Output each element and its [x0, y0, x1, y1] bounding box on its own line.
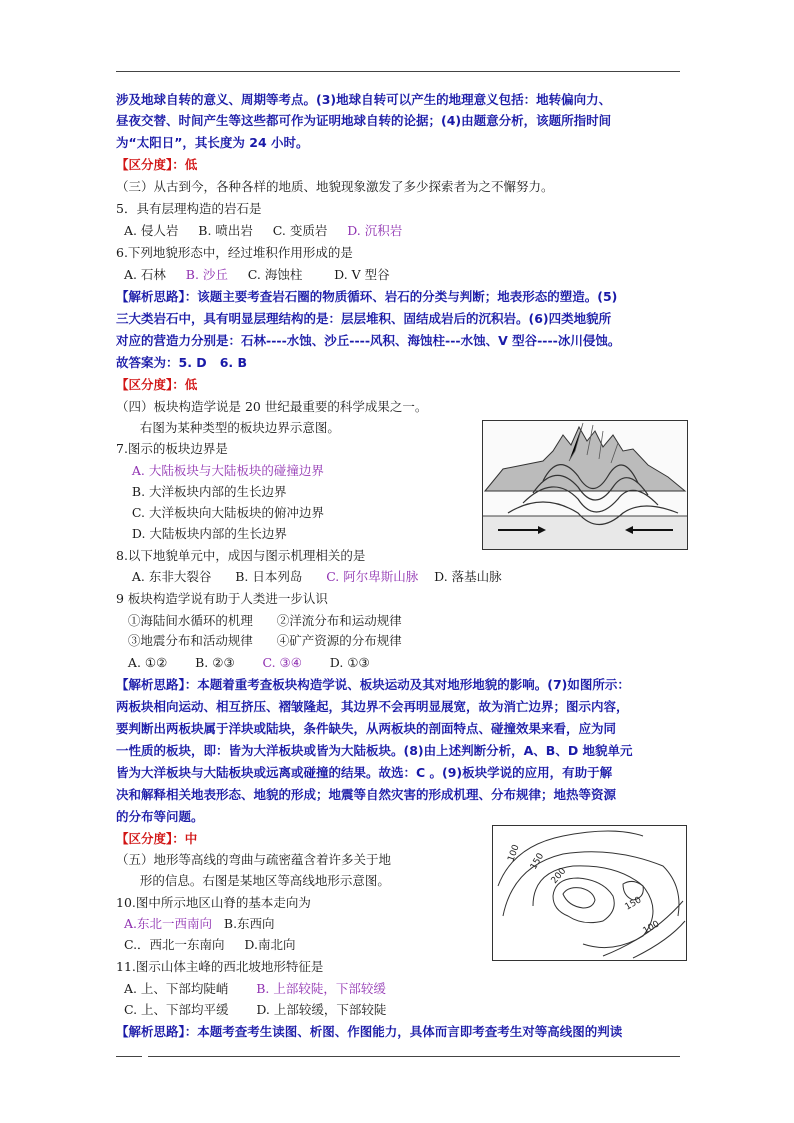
question-text: （三）从古到今，各种各样的地质、地貌现象激发了多少探索者为之不懈努力。: [116, 179, 554, 194]
question-text: D. 落基山脉: [418, 569, 502, 584]
text-line: [116, 589, 328, 609]
analysis-text: 涉及地球自转的意义、周期等考点。(3)地球自转可以产生的地理意义包括：地转偏向力、: [116, 92, 612, 107]
question-text: A. 石林: [116, 267, 186, 282]
question-text: （四）板块构造学说是 20 世纪最重要的科学成果之一。: [116, 399, 428, 414]
question-text: 形的信息。右图是某地区等高线地形示意图。: [116, 873, 390, 888]
question-text: 5．具有层理构造的岩石是: [116, 201, 262, 216]
text-line: [116, 265, 390, 285]
question-text: 6.下列地貌形态中，经过堆积作用形成的是: [116, 245, 353, 260]
text-line: [116, 177, 554, 197]
question-text: [116, 916, 124, 931]
question-text: C. 上、下部均平缓 D. 上部较缓，下部较陡: [116, 1002, 387, 1017]
text-line: [116, 631, 402, 651]
text-line: [116, 893, 311, 913]
answer-option: D. 沉积岩: [347, 223, 403, 238]
text-line: [116, 829, 197, 849]
footer-rule-short: [116, 1056, 142, 1057]
text-line: [116, 439, 228, 459]
question-text: 8.以下地貌单元中，成因与图示机理相关的是: [116, 548, 366, 563]
text-line: [116, 221, 402, 241]
analysis-text: 【解析思路】：本题考查考生读图、析图、作图能力，具体而言即考查考生对等高线图的判读: [116, 1024, 623, 1039]
text-line: [116, 287, 617, 307]
question-text: C. 大洋板块向大陆板块的俯冲边界: [116, 505, 324, 520]
text-line: [116, 1022, 622, 1042]
text-line: [116, 719, 616, 739]
question-text: ③地震分布和活动规律 ④矿产资源的分布规律: [116, 633, 402, 648]
contour-label: 150: [623, 895, 644, 913]
plate-boundary-figure: [482, 420, 688, 550]
text-line: [116, 90, 611, 110]
question-text: A. 上、下部均陡峭: [116, 981, 257, 996]
text-line: [116, 418, 340, 438]
text-line: [116, 763, 612, 783]
text-line: [116, 353, 247, 373]
question-text: 9 板块构造学说有助于人类进一步认识: [116, 591, 328, 606]
answer-option: B. 沙丘: [185, 267, 228, 282]
question-text: 7.图示的板块边界是: [116, 441, 228, 456]
text-line: [116, 503, 324, 523]
analysis-text: 决和解释相关地表形态、地貌的形成；地震等自然灾害的形成机理、分布规律；地热等资源: [116, 787, 617, 802]
text-line: [116, 155, 197, 175]
answer-option: B. 上部较陡，下部较缓: [256, 981, 386, 996]
difficulty-label: 【区分度】：低: [116, 377, 198, 392]
text-line: [116, 957, 323, 977]
question-text: D. ①③: [301, 655, 370, 670]
text-line: [116, 461, 324, 481]
question-text: D. 大陆板块内部的生长边界: [116, 526, 287, 541]
text-line: [116, 979, 386, 999]
text-line: [116, 697, 629, 717]
text-line: [116, 850, 391, 870]
contour-label: 200: [549, 866, 569, 886]
analysis-text: 三大类岩石中，具有明显层理结构的是：层层堆积、固结成岩后的沉积岩。(6)四类地貌所: [116, 311, 612, 326]
question-text: ①海陆间水循环的机理 ②洋流分布和运动规律: [116, 613, 402, 628]
text-line: [116, 871, 390, 891]
text-line: [116, 807, 204, 827]
question-text: B.东西向: [211, 916, 275, 931]
header-rule: [116, 71, 680, 72]
analysis-text: 【解析思路】：该题主要考查岩石圈的物质循环、岩石的分类与判断；地表形态的塑造。(5): [116, 289, 618, 304]
question-text: A. 侵人岩 B. 喷出岩 C. 变质岩: [116, 223, 348, 238]
analysis-text: 皆为大洋板块与大陆板块或远离或碰撞的结果。故选：C 。(9)板块学说的应用，有助于解: [116, 765, 613, 780]
contour-label: 100: [506, 843, 522, 864]
text-line: [116, 675, 630, 695]
text-line: [116, 1000, 386, 1020]
text-line: [116, 375, 197, 395]
text-line: [116, 331, 620, 351]
question-text: C.．西北一东南向 D.南北向: [116, 937, 296, 952]
analysis-text: 的分布等问题。: [116, 809, 204, 824]
answer-option: A.东北一西南向: [123, 916, 212, 931]
question-text: C. 海蚀柱 D. V 型谷: [227, 267, 390, 282]
text-line: [116, 111, 611, 131]
text-line: [116, 914, 275, 934]
text-line: [116, 397, 427, 417]
text-line: [116, 199, 261, 219]
answer-option: A. 大陆板块与大陆板块的碰撞边界: [116, 463, 324, 478]
text-line: [116, 935, 295, 955]
analysis-text: 【解析思路】：本题着重考查板块构造学说、板块运动及其对地形地貌的影响。(7)如图所示：: [116, 677, 630, 692]
answer-option: C. 阿尔卑斯山脉: [326, 569, 419, 584]
analysis-text: 两板块相向运动、相互挤压、褶皱隆起，其边界不会再明显展宽，故为消亡边界；图示内容，: [116, 699, 629, 714]
text-line: [116, 482, 287, 502]
question-text: 11.图示山体主峰的西北坡地形特征是: [116, 959, 324, 974]
plate-boundary-diagram: [483, 421, 687, 549]
text-line: [116, 133, 309, 153]
answer-option: C. ③④: [262, 655, 302, 670]
text-line: [116, 741, 633, 761]
contour-map: [493, 826, 686, 960]
contour-label: 150: [528, 851, 547, 872]
difficulty-label: 【区分度】：低: [116, 157, 198, 172]
difficulty-label: 【区分度】：中: [116, 831, 198, 846]
question-text: A. 东非大裂谷 B. 日本列岛: [116, 569, 327, 584]
footer-rule: [148, 1056, 680, 1057]
contour-label: 100: [641, 919, 662, 937]
analysis-text: 为“太阳日”，其长度为 24 小时。: [116, 135, 309, 150]
text-line: [116, 653, 370, 673]
text-line: [116, 785, 616, 805]
analysis-text: 昼夜交替、时间产生等这些都可作为证明地球自转的论据；(4)由题意分析，该题所指时间: [116, 113, 612, 128]
question-text: 10.图中所示地区山脊的基本走向为: [116, 895, 311, 910]
question-text: A. ①② B. ②③: [116, 655, 263, 670]
analysis-text: 一性质的板块，即：皆为大洋板块或皆为大陆板块。(8)由上述判断分析，A、B、D 地貌单元: [116, 743, 633, 758]
analysis-text: 要判断出两板块属于洋块或陆块，条件缺失，从两板块的剖面特点、碰撞效果来看，应为同: [116, 721, 617, 736]
analysis-text: 故答案为：5. D 6. B: [116, 355, 248, 370]
question-text: 右图为某种类型的板块边界示意图。: [116, 420, 340, 435]
text-line: [116, 243, 353, 263]
question-text: B. 大洋板块内部的生长边界: [116, 484, 287, 499]
text-line: [116, 524, 287, 544]
text-line: [116, 611, 402, 631]
text-line: [116, 567, 502, 587]
analysis-text: 对应的营造力分别是：石林----水蚀、沙丘----风积、海蚀柱---水蚀、V 型谷----冰川侵蚀。: [116, 333, 621, 348]
text-line: [116, 546, 365, 566]
question-text: （五）地形等高线的弯曲与疏密蕴含着许多关于地: [116, 852, 392, 867]
text-line: [116, 309, 611, 329]
contour-map-figure: [492, 825, 687, 961]
